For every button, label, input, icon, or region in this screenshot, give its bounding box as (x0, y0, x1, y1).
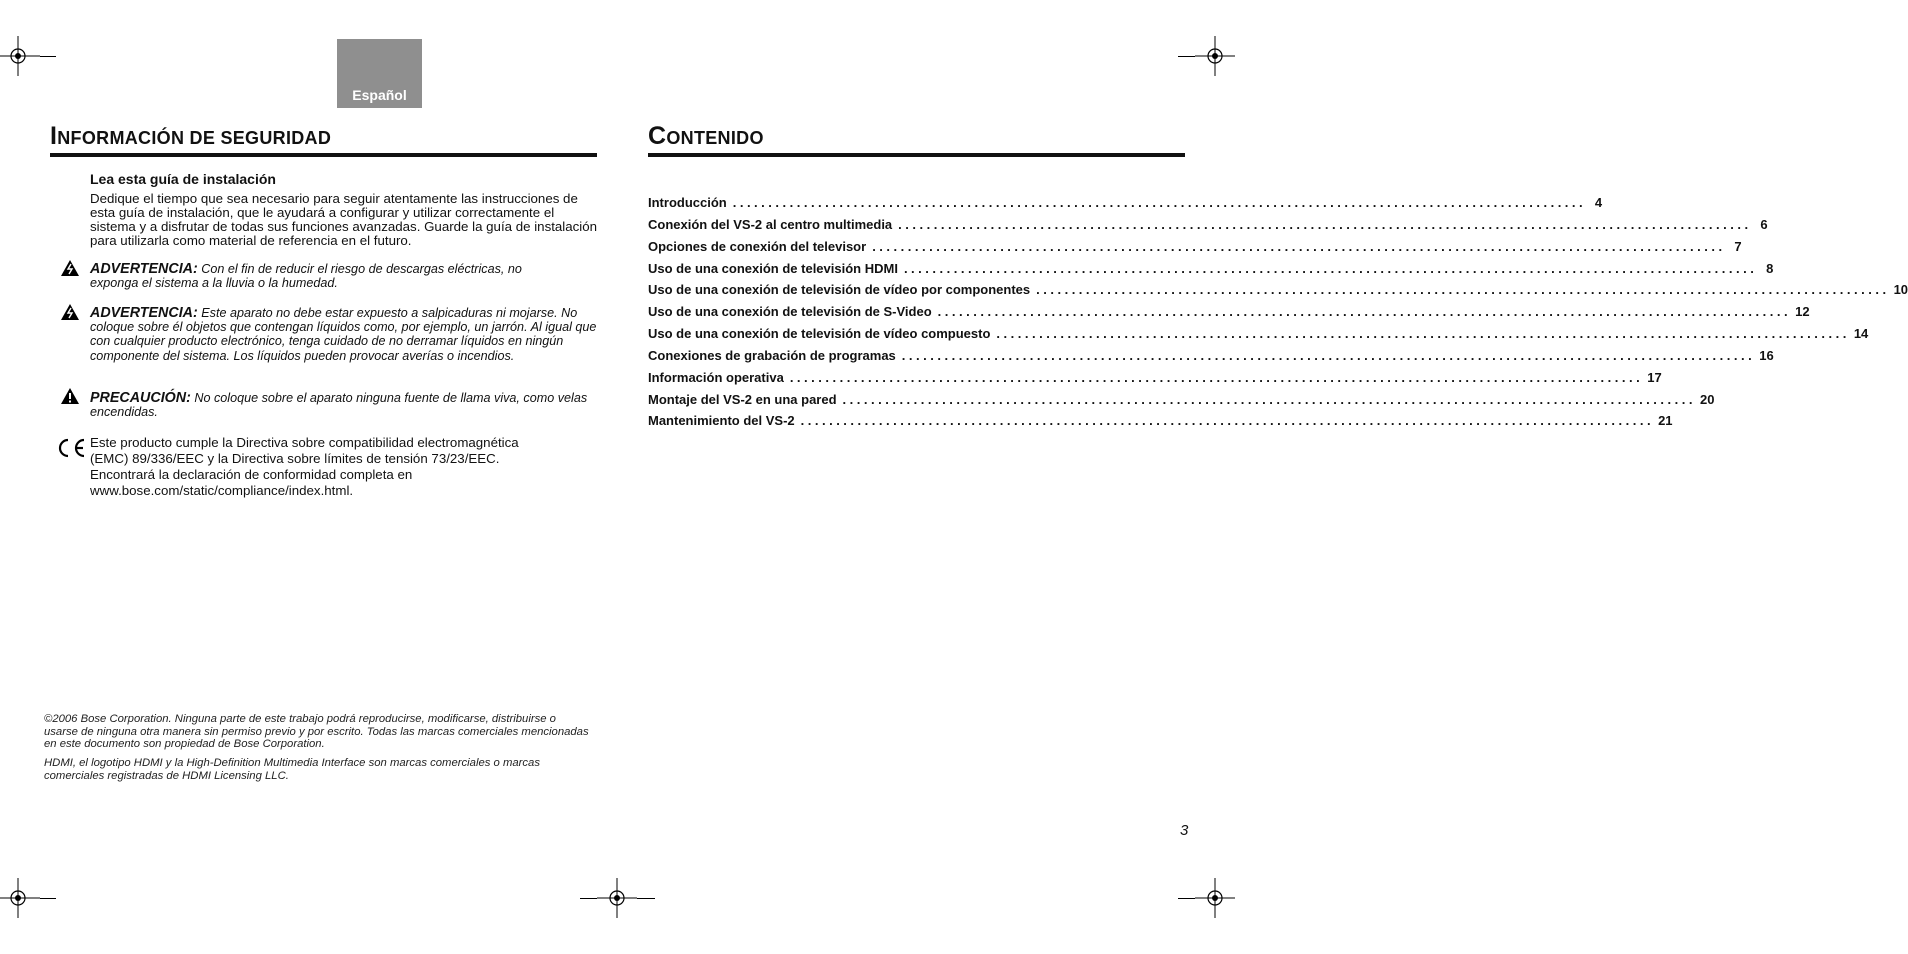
ce-line: Este producto cumple la Directiva sobre compatibilidad electromagnética (90, 435, 519, 450)
crop-line (1178, 56, 1195, 57)
toc-entry[interactable] (648, 347, 1774, 370)
toc-leader-dots: ........................................................................................................................ (732, 195, 1587, 210)
ce-mark-icon (55, 437, 87, 459)
toc-leader-dots: ........................................................................................................................ (1036, 282, 1890, 298)
caution-text: No coloque sobre el aparato ninguna fuente de llama viva, como velas encendidas. (90, 391, 588, 420)
toc-entry-label: Opciones de conexión del televisor (648, 238, 867, 254)
warning-lead: ADVERTENCIA: (90, 261, 198, 277)
toc-entry[interactable] (648, 369, 1662, 392)
warning-text: Este aparato no debe estar expuesto a salpicaduras ni mojarse. No coloque sobre él objetos que contengan líquidos como, por ejemplo, un jarrón. Al igual que con cualquier producto electrónico, tenga cuidado de no derramar líquidos en ningún componente del sistema. Los líquidos pueden provocar averías o incendios. (90, 306, 597, 363)
caution-exclamation-icon (60, 387, 80, 405)
crop-line (40, 56, 56, 57)
toc-entry-page: 17 (1647, 369, 1662, 385)
toc-entry-label: Uso de una conexión de televisión de vídeo por componentes (648, 282, 1031, 298)
toc-entry[interactable] (648, 260, 1774, 283)
toc-entry[interactable] (648, 282, 1908, 304)
safety-heading-initial: I (50, 122, 58, 150)
toc-entry-label: Uso de una conexión de televisión de vídeo compuesto (648, 326, 991, 342)
toc-entry-page: 20 (1699, 391, 1715, 407)
toc-entry-label: Conexiones de grabación de programas (648, 347, 896, 363)
crop-line (580, 898, 597, 899)
toc-entry-label: Información operativa (648, 369, 784, 385)
toc-leader-dots: ........................................................................................................................ (789, 369, 1644, 385)
toc-entry-label: Conexión del VS-2 al centro multimedia (648, 216, 893, 232)
ce-compliance-text (90, 435, 602, 499)
safety-heading (50, 122, 331, 151)
toc-entry-label: Mantenimiento del VS-2 (648, 413, 795, 429)
toc-entry[interactable] (648, 195, 1603, 217)
toc-leader-dots: ........................................................................................................................ (901, 347, 1756, 363)
warning-paragraph (90, 262, 570, 290)
warning-text: Con el fin de reducir el riesgo de descargas eléctricas, no exponga el sistema a la lluvia o la humedad. (90, 262, 522, 291)
toc-entry[interactable] (648, 326, 1869, 348)
toc-entry-label: Introducción (648, 195, 727, 210)
crop-line (40, 898, 56, 899)
contents-heading-initial: C (648, 122, 667, 150)
toc-entry-page: 6 (1760, 216, 1768, 232)
toc-leader-dots: ........................................................................................................................ (898, 216, 1752, 232)
warning-electric-icon (60, 303, 80, 321)
warning-electric-icon (60, 259, 80, 277)
registration-mark-icon (0, 878, 40, 918)
registration-mark-icon (1195, 878, 1235, 918)
ce-compliance-url: www.bose.com/static/compliance/index.html. (90, 483, 354, 498)
toc-entry-label: Montaje del VS-2 en una pared (648, 391, 837, 407)
toc-entry-label: Uso de una conexión de televisión HDMI (648, 260, 898, 276)
toc-entry-label: Uso de una conexión de televisión de S-Video (648, 304, 932, 320)
warning-lead: ADVERTENCIA: (90, 305, 198, 321)
toc-entry-page: 12 (1795, 304, 1810, 320)
toc-leader-dots: ........................................................................................................................ (800, 413, 1655, 429)
hdmi-trademark-notice: HDMI, el logotipo HDMI y la High-Definition Multimedia Interface son marcas comerciales o marcas comerciales registradas de HDMI Licensing LLC. (44, 757, 540, 782)
crop-line (1178, 898, 1195, 899)
toc-entry[interactable] (648, 391, 1715, 414)
copyright-notice: ©2006 Bose Corporation. Ninguna parte de este trabajo podrá reproducirse, modificarse, distribuirse o usarse de ninguna otra manera sin permiso previo y por escrito. Todas las marcas comerciales mencionadas en este documento son propiedad de Bose Corporation. (44, 713, 589, 751)
crop-line (637, 898, 655, 899)
warning-paragraph (90, 306, 600, 363)
toc-entry[interactable] (648, 413, 1673, 435)
toc-leader-dots: ........................................................................................................................ (842, 391, 1696, 407)
toc-entry-page: 7 (1734, 238, 1742, 254)
caution-lead: PRECAUCIÓN: (90, 390, 191, 406)
page-number: 3 (1180, 822, 1189, 839)
caution-paragraph (90, 391, 600, 419)
registration-mark-icon (0, 36, 40, 76)
install-guide-subheading: Lea esta guía de instalación (90, 171, 276, 187)
toc-entry[interactable] (648, 304, 1810, 326)
toc-leader-dots: ........................................................................................................................ (937, 304, 1792, 320)
toc-leader-dots: ........................................................................................................................ (872, 238, 1726, 254)
safety-heading-text: NFORMACIÓN DE SEGURIDAD (57, 128, 332, 148)
toc-entry-page: 4 (1594, 195, 1603, 210)
safety-heading-rule (50, 153, 597, 157)
toc-entry[interactable] (648, 238, 1742, 261)
registration-mark-icon (597, 878, 637, 918)
install-guide-intro: Dedique el tiempo que sea necesario para seguir atentamente las instrucciones de esta guía de instalación, que le ayudará a configurar y utilizar correctamente el sistema y a disfrutar de todas sus funciones avanzadas. Guarde la guía de instalación para utilizarla como material de referencia en el futuro. (90, 191, 598, 248)
registration-mark-icon (1195, 36, 1235, 76)
contents-heading-text: ONTENIDO (666, 128, 764, 148)
toc-entry-page: 14 (1853, 326, 1869, 342)
toc-entry-page: 16 (1759, 347, 1774, 363)
ce-line: (EMC) 89/336/EEC y la Directiva sobre límites de tensión 73/23/EEC. (90, 451, 500, 466)
contents-heading (648, 122, 764, 151)
ce-line: Encontrará la declaración de conformidad completa en (90, 467, 413, 482)
toc-entry-page: 8 (1766, 260, 1774, 276)
toc-leader-dots: ........................................................................................................................ (996, 326, 1850, 342)
contents-heading-rule (648, 153, 1185, 157)
toc-entry-page: 21 (1658, 413, 1673, 429)
language-tab: Español (337, 39, 422, 108)
table-of-contents (648, 195, 1908, 435)
toc-entry[interactable] (648, 216, 1768, 239)
toc-leader-dots: ........................................................................................................................ (903, 260, 1758, 276)
toc-entry-page: 10 (1893, 282, 1908, 298)
